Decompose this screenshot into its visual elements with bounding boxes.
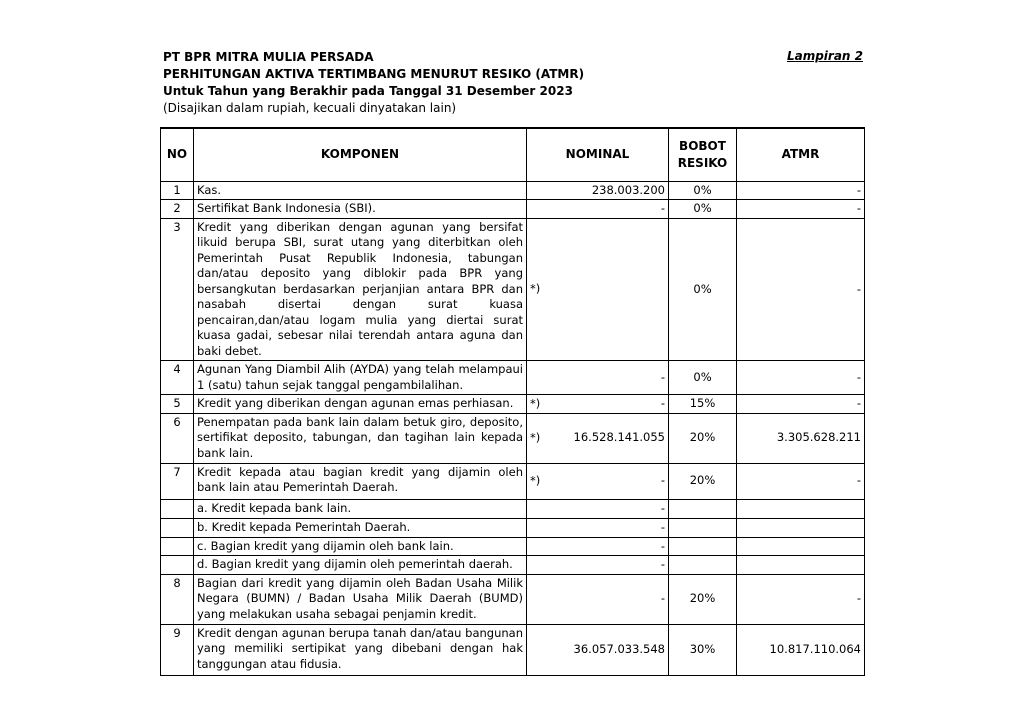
row-bobot-resiko bbox=[669, 499, 737, 518]
row-bobot-resiko: 0% bbox=[669, 181, 737, 200]
row-atmr: - bbox=[737, 574, 865, 624]
row-nominal: - bbox=[660, 591, 665, 606]
footnote-mark: *) bbox=[530, 430, 541, 445]
table-header-row bbox=[161, 128, 865, 181]
table-row bbox=[161, 624, 865, 675]
row-nominal: - bbox=[660, 500, 665, 515]
table-row bbox=[161, 556, 865, 575]
row-atmr: 3.305.628.211 bbox=[737, 413, 865, 463]
row-nominal: - bbox=[660, 473, 665, 488]
table-row bbox=[161, 463, 865, 499]
table-row bbox=[161, 413, 865, 463]
row-atmr bbox=[737, 518, 865, 537]
row-atmr: - bbox=[737, 463, 865, 499]
row-number bbox=[161, 499, 194, 518]
row-atmr: - bbox=[737, 395, 865, 414]
row-number: 6 bbox=[161, 413, 194, 463]
row-bobot-resiko: 0% bbox=[669, 200, 737, 219]
company-name: PT BPR MITRA MULIA PERSADA bbox=[163, 50, 374, 64]
row-bobot-resiko: 0% bbox=[669, 361, 737, 395]
row-nominal-cell bbox=[527, 499, 669, 518]
row-atmr: - bbox=[737, 361, 865, 395]
row-bobot-resiko bbox=[669, 556, 737, 575]
table-row bbox=[161, 361, 865, 395]
row-nominal-cell bbox=[527, 181, 669, 200]
table-row bbox=[161, 181, 865, 200]
row-nominal: - bbox=[660, 538, 665, 553]
row-atmr bbox=[737, 499, 865, 518]
row-nominal: 36.057.033.548 bbox=[573, 641, 665, 656]
table-row bbox=[161, 518, 865, 537]
row-nominal: - bbox=[660, 396, 665, 410]
row-nominal-cell bbox=[527, 200, 669, 219]
row-number: 1 bbox=[161, 181, 194, 200]
row-nominal-cell bbox=[527, 395, 669, 414]
document-period: Untuk Tahun yang Berakhir pada Tanggal 31 Desember 2023 bbox=[163, 84, 573, 98]
row-bobot-resiko: 20% bbox=[669, 413, 737, 463]
row-komponen: d. Bagian kredit yang dijamin oleh pemerintah daerah. bbox=[194, 556, 527, 575]
row-bobot-resiko: 30% bbox=[669, 624, 737, 675]
footnote-mark: *) bbox=[530, 396, 541, 410]
row-number: 5 bbox=[161, 395, 194, 414]
row-number: 9 bbox=[161, 624, 194, 675]
table-row bbox=[161, 537, 865, 556]
row-komponen: b. Kredit kepada Pemerintah Daerah. bbox=[194, 518, 527, 537]
row-nominal-cell bbox=[527, 556, 669, 575]
row-bobot-resiko: 0% bbox=[669, 218, 737, 361]
row-nominal-cell bbox=[527, 537, 669, 556]
row-komponen: Kredit kepada atau bagian kredit yang dijamin oleh bank lain atau Pemerintah Daerah. bbox=[194, 463, 527, 499]
table-body bbox=[161, 181, 865, 675]
row-nominal: 238.003.200 bbox=[591, 182, 665, 197]
row-komponen: Kas. bbox=[194, 181, 527, 200]
header-bobot-resiko: BOBOT RESIKO bbox=[669, 128, 737, 181]
row-bobot-resiko bbox=[669, 537, 737, 556]
row-nominal-cell bbox=[527, 361, 669, 395]
row-komponen: Kredit dengan agunan berupa tanah dan/atau bangunan yang memiliki sertipikat yang dibebani dengan hak tanggungan atau fidusia. bbox=[194, 624, 527, 675]
row-number: 2 bbox=[161, 200, 194, 219]
row-number bbox=[161, 537, 194, 556]
row-komponen: Penempatan pada bank lain dalam betuk giro, deposito, sertifikat deposito, tabungan, dan tagihan lain kepada bank lain. bbox=[194, 413, 527, 463]
header-komponen: KOMPONEN bbox=[194, 128, 527, 181]
row-nominal-cell bbox=[527, 218, 669, 361]
table-row bbox=[161, 574, 865, 624]
row-atmr: - bbox=[737, 200, 865, 219]
header-atmr: ATMR bbox=[737, 128, 865, 181]
atmr-table bbox=[160, 127, 865, 676]
attachment-label: Lampiran 2 bbox=[786, 49, 863, 63]
row-komponen: Kredit yang diberikan dengan agunan emas perhiasan. bbox=[194, 395, 527, 414]
row-nominal-cell bbox=[527, 413, 669, 463]
table-row bbox=[161, 395, 865, 414]
table-row bbox=[161, 499, 865, 518]
row-number bbox=[161, 518, 194, 537]
row-nominal: 16.528.141.055 bbox=[573, 430, 665, 445]
row-bobot-resiko bbox=[669, 518, 737, 537]
row-nominal: - bbox=[660, 201, 665, 215]
table-row bbox=[161, 200, 865, 219]
row-nominal-cell bbox=[527, 518, 669, 537]
row-nominal-cell bbox=[527, 574, 669, 624]
row-atmr: - bbox=[737, 218, 865, 361]
row-komponen: Sertifikat Bank Indonesia (SBI). bbox=[194, 200, 527, 219]
footnote-mark: *) bbox=[530, 473, 541, 488]
row-nominal: - bbox=[660, 369, 665, 384]
currency-note: (Disajikan dalam rupiah, kecuali dinyatakan lain) bbox=[163, 101, 457, 115]
row-komponen: c. Bagian kredit yang dijamin oleh bank lain. bbox=[194, 537, 527, 556]
row-atmr bbox=[737, 537, 865, 556]
row-nominal: - bbox=[660, 557, 665, 571]
row-bobot-resiko: 15% bbox=[669, 395, 737, 414]
row-number bbox=[161, 556, 194, 575]
row-number: 7 bbox=[161, 463, 194, 499]
document-header bbox=[163, 49, 863, 117]
row-nominal-cell bbox=[527, 624, 669, 675]
row-number: 8 bbox=[161, 574, 194, 624]
footnote-mark: *) bbox=[530, 281, 541, 296]
table-row bbox=[161, 218, 865, 361]
row-bobot-resiko: 20% bbox=[669, 574, 737, 624]
row-komponen: Agunan Yang Diambil Alih (AYDA) yang telah melampaui 1 (satu) tahun sejak tanggal pengambilalihan. bbox=[194, 361, 527, 395]
row-number: 3 bbox=[161, 218, 194, 361]
row-atmr bbox=[737, 556, 865, 575]
row-komponen: Bagian dari kredit yang dijamin oleh Badan Usaha Milik Negara (BUMN) / Badan Usaha Milik Daerah (BUMD) yang melakukan usaha sebagai penjamin kredit. bbox=[194, 574, 527, 624]
document-title: PERHITUNGAN AKTIVA TERTIMBANG MENURUT RESIKO (ATMR) bbox=[163, 67, 585, 81]
row-atmr: - bbox=[737, 181, 865, 200]
row-bobot-resiko: 20% bbox=[669, 463, 737, 499]
row-number: 4 bbox=[161, 361, 194, 395]
row-komponen: a. Kredit kepada bank lain. bbox=[194, 499, 527, 518]
row-atmr: 10.817.110.064 bbox=[737, 624, 865, 675]
header-no: NO bbox=[161, 128, 194, 181]
row-nominal-cell bbox=[527, 463, 669, 499]
header-nominal: NOMINAL bbox=[527, 128, 669, 181]
row-nominal: - bbox=[660, 519, 665, 534]
row-komponen: Kredit yang diberikan dengan agunan yang bersifat likuid berupa SBI, surat utang yang diterbitkan oleh Pemerintah Pusat Republik Indonesia, tabungan dan/atau deposito yang diblokir pada BPR yang bersangkutan berdasarkan perjanjian antara BPR dan nasabah disertai dengan surat kuasa pencairan,dan/atau logam mulia yang diertai surat kuasa gadai, sebesar nilai terendah antara aguna dan baki debet. bbox=[194, 218, 527, 361]
